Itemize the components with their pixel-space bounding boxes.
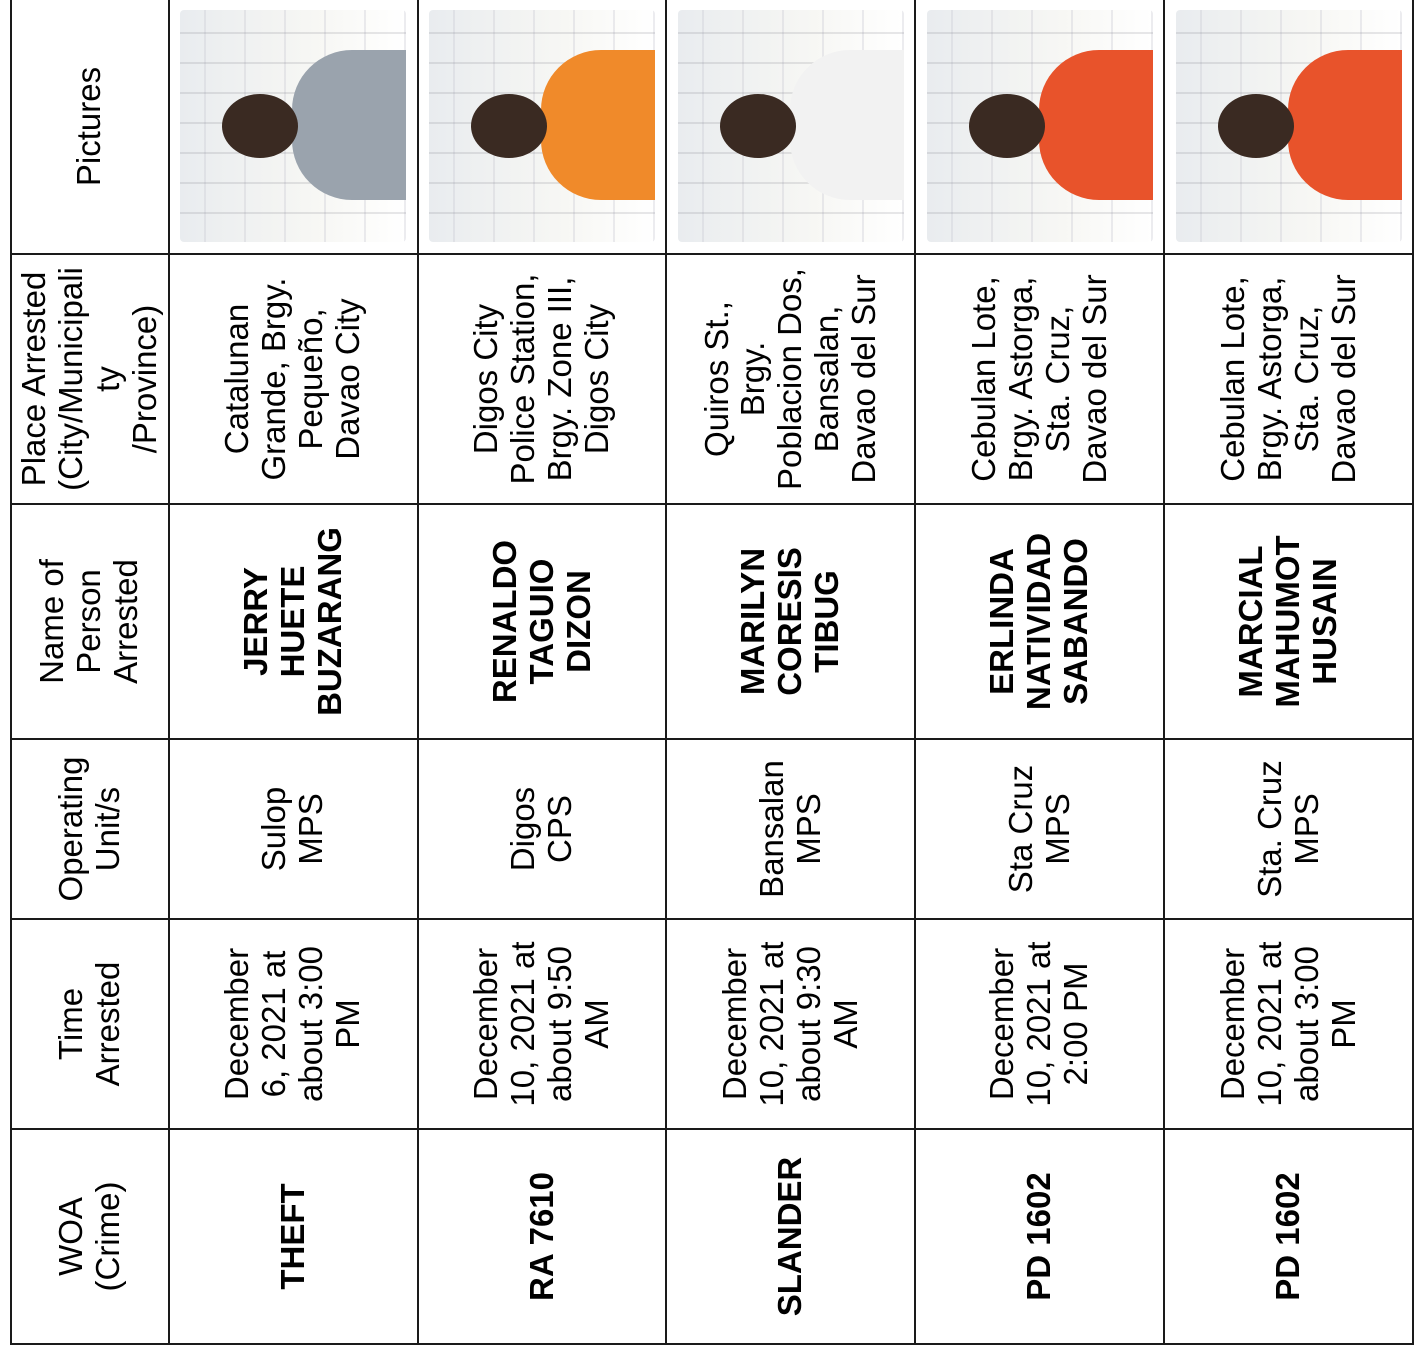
operating-unit-cell: Sta. Cruz MPS [1164,739,1413,919]
header-unit: Operating Unit/s [11,739,169,919]
header-place: Place Arrested (City/Municipali ty /Province) [11,254,169,504]
operating-unit-cell: Sulop MPS [169,739,418,919]
picture-cell [1164,0,1413,254]
person-torso [292,51,406,201]
person-head [1218,95,1294,159]
mugshot-photo [429,11,655,243]
arrests-table [10,0,1414,1345]
person-head [969,95,1045,159]
place-arrested-cell: Cebulan Lote, Brgy. Astorga, Sta. Cruz, Davao del Sur [915,254,1164,504]
person-torso [541,51,655,201]
operating-unit-cell: Bansalan MPS [666,739,915,919]
place-arrested-cell: Cebulan Lote, Brgy. Astorga, Sta. Cruz, Davao del Sur [1164,254,1413,504]
table-body [169,0,1413,1344]
operating-unit-cell: Digos CPS [418,739,667,919]
person-name-cell: JERRY HUETE BUZARANG [169,504,418,739]
person-name-cell: RENALDO TAGUIO DIZON [418,504,667,739]
place-arrested-cell: Digos City Police Station, Brgy. Zone III, Digos City [418,254,667,504]
table-row [169,0,418,1344]
picture-cell [418,0,667,254]
header-crime: WOA (Crime) [11,1129,169,1344]
time-arrested-cell: December 10, 2021 at about 9:30 AM [666,919,915,1129]
person-head [720,95,796,159]
picture-cell [915,0,1164,254]
mugshot-photo [1176,11,1402,243]
header-name: Name of Person Arrested [11,504,169,739]
table-row [666,0,915,1344]
time-arrested-cell: December 6, 2021 at about 3:00 PM [169,919,418,1129]
person-torso [1288,51,1402,201]
mugshot-photo [927,11,1153,243]
header-time: Time Arrested [11,919,169,1129]
time-arrested-cell: December 10, 2021 at about 3:00 PM [1164,919,1413,1129]
crime-cell: SLANDER [666,1129,915,1344]
header-row [11,0,169,1344]
crime-cell: THEFT [169,1129,418,1344]
person-torso [790,51,904,201]
crime-cell: PD 1602 [1164,1129,1413,1344]
header-pictures: Pictures [11,0,169,254]
table-row [915,0,1164,1344]
person-name-cell: MARILYN CORESIS TIBUG [666,504,915,739]
picture-cell [169,0,418,254]
mugshot-photo [678,11,904,243]
table-row [1164,0,1413,1344]
person-torso [1039,51,1153,201]
operating-unit-cell: Sta Cruz MPS [915,739,1164,919]
time-arrested-cell: December 10, 2021 at 2:00 PM [915,919,1164,1129]
table-row [418,0,667,1344]
mugshot-photo [180,11,406,243]
place-arrested-cell: Quiros St., Brgy. Poblacion Dos, Bansalan, Davao del Sur [666,254,915,504]
time-arrested-cell: December 10, 2021 at about 9:50 AM [418,919,667,1129]
crime-cell: RA 7610 [418,1129,667,1344]
person-name-cell: MARCIAL MAHUMOT HUSAIN [1164,504,1413,739]
rotated-table-wrapper [10,0,1419,1345]
crime-cell: PD 1602 [915,1129,1164,1344]
picture-cell [666,0,915,254]
person-name-cell: ERLINDA NATIVIDAD SABANDO [915,504,1164,739]
place-arrested-cell: Catalunan Grande, Brgy. Pequeño, Davao City [169,254,418,504]
